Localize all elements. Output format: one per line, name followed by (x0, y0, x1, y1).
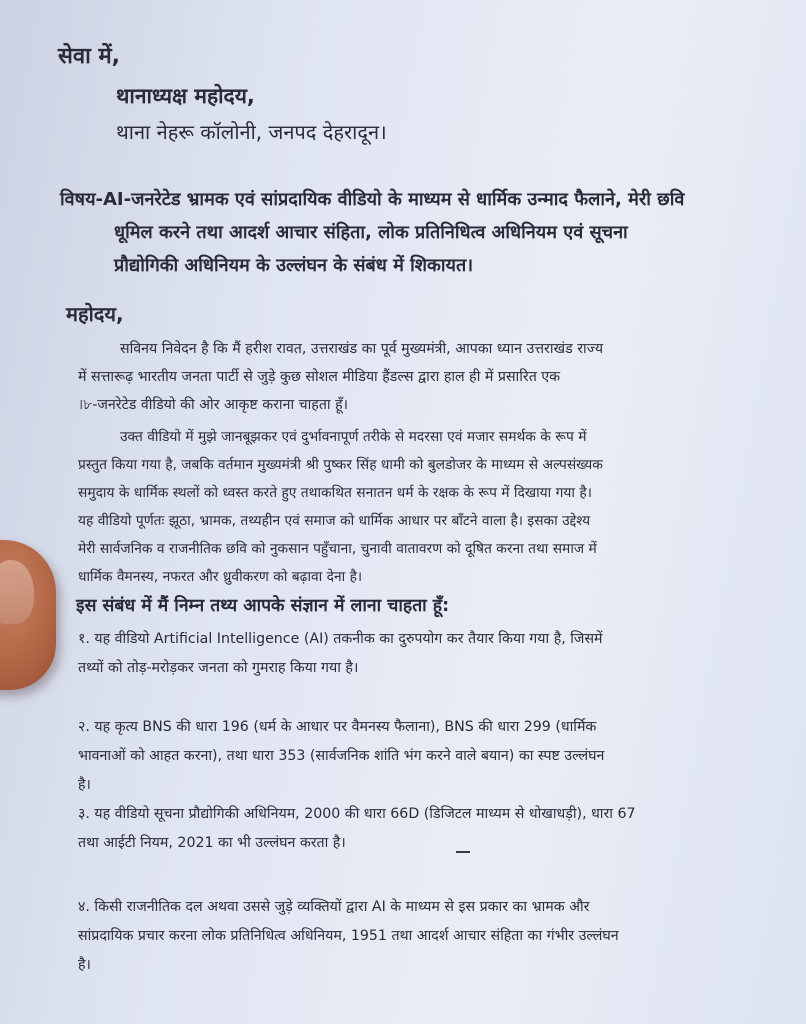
paragraph-line: ।৮-जनरेटेड वीडियो की ओर आकृष्ट कराना चाहता हूँ। (78, 397, 349, 413)
point-line: सांप्रदायिक प्रचार करना लोक प्रतिनिधित्व अधिनियम, 1951 तथा आदर्श आचार संहिता का गंभीर उल्लंघन (78, 928, 619, 944)
paragraph-2 (78, 423, 603, 591)
thumbnail (0, 560, 34, 624)
subject-line: विषय-AI-जनरेटेड भ्रामक एवं सांप्रदायिक वीडियो के माध्यम से धार्मिक उन्माद फैलाने, मेरी छवि (60, 189, 685, 210)
point-1 (78, 625, 603, 683)
paragraph-line: समुदाय के धार्मिक स्थलों को ध्वस्त करते हुए तथाकथित सनातन धर्म के रक्षक के रूप में दिखाया गया है। (78, 485, 592, 501)
paragraph-1 (78, 335, 603, 419)
thumb (0, 540, 56, 690)
paragraph-line: में सत्तारूढ़ भारतीय जनता पार्टी से जुड़े कुछ सोशल मीडिया हैंडल्स द्वारा हाल ही में प्रसारित एक (78, 369, 561, 385)
paragraph-line: प्रस्तुत किया गया है, जबकि वर्तमान मुख्यमंत्री श्री पुष्कर सिंह धामी को बुलडोजर के माध्यम से अल्पसंख्यक (78, 457, 603, 473)
point-line: भावनाओं को आहत करना), तथा धारा 353 (सार्वजनिक शांति भंग करने वाले बयान) का स्पष्ट उल्लंघन (78, 748, 605, 764)
paragraph-line: सविनय निवेदन है कि मैं हरीश रावत, उत्तराखंड का पूर्व मुख्यमंत्री, आपका ध्यान उत्तराखंड राज्य (120, 341, 604, 357)
point-line: १. यह वीडियो Artificial Intelligence (AI) तकनीक का दुरुपयोग कर तैयार किया गया है, जिसमें (78, 631, 603, 647)
point-line: ४. किसी राजनीतिक दल अथवा उससे जुड़े व्यक्तियों द्वारा AI के माध्यम से इस प्रकार का भ्रामक और (78, 899, 590, 915)
paragraph-line: यह वीडियो पूर्णतः झूठा, भ्रामक, तथ्यहीन एवं समाज को धार्मिक आधार पर बाँटने वाला है। इसका उद्देश्य (78, 513, 591, 529)
point-line: २. यह कृत्य BNS की धारा 196 (धर्म के आधार पर वैमनस्य फैलाना), BNS की धारा 299 (धार्मिक (78, 719, 597, 735)
pen-mark (456, 851, 470, 853)
facts-heading: इस संबंध में मैं निम्न तथ्य आपके संज्ञान में लाना चाहता हूँ: (76, 596, 450, 616)
salutation: सेवा में, (58, 44, 120, 69)
point-3 (78, 800, 636, 858)
point-line: ३. यह वीडियो सूचना प्रौद्योगिकी अधिनियम, 2000 की धारा 66D (डिजिटल माध्यम से धोखाधड़ी), धारा 67 (78, 806, 636, 822)
point-line: तथ्यों को तोड़-मरोड़कर जनता को गुमराह किया गया है। (78, 660, 359, 676)
recipient-address: थाना नेहरू कॉलोनी, जनपद देहरादून। (116, 120, 387, 144)
subject (60, 183, 684, 282)
paragraph-line: मेरी सार्वजनिक व राजनीतिक छवि को नुकसान पहुँचाना, चुनावी वातावरण को दूषित करना तथा समाज में (78, 541, 597, 557)
subject-line: प्रौद्योगिकी अधिनियम के उल्लंघन के संबंध में शिकायत। (114, 255, 474, 276)
greeting: महोदय, (66, 302, 124, 326)
point-2 (78, 713, 604, 800)
paragraph-line: उक्त वीडियो में मुझे जानबूझकर एवं दुर्भावनापूर्ण तरीके से मदरसा एवं मजार समर्थक के रूप में (120, 429, 587, 445)
paragraph-line: धार्मिक वैमनस्य, नफरत और ध्रुवीकरण को बढ़ावा देना है। (78, 569, 363, 585)
point-line: तथा आईटी नियम, 2021 का भी उल्लंघन करता है। (78, 835, 346, 851)
point-4 (78, 893, 619, 980)
point-line: है। (78, 957, 91, 973)
point-line: है। (78, 777, 91, 793)
subject-line: धूमिल करने तथा आदर्श आचार संहिता, लोक प्रतिनिधित्व अधिनियम एवं सूचना (114, 222, 628, 243)
recipient-title: थानाध्यक्ष महोदय, (116, 84, 255, 108)
